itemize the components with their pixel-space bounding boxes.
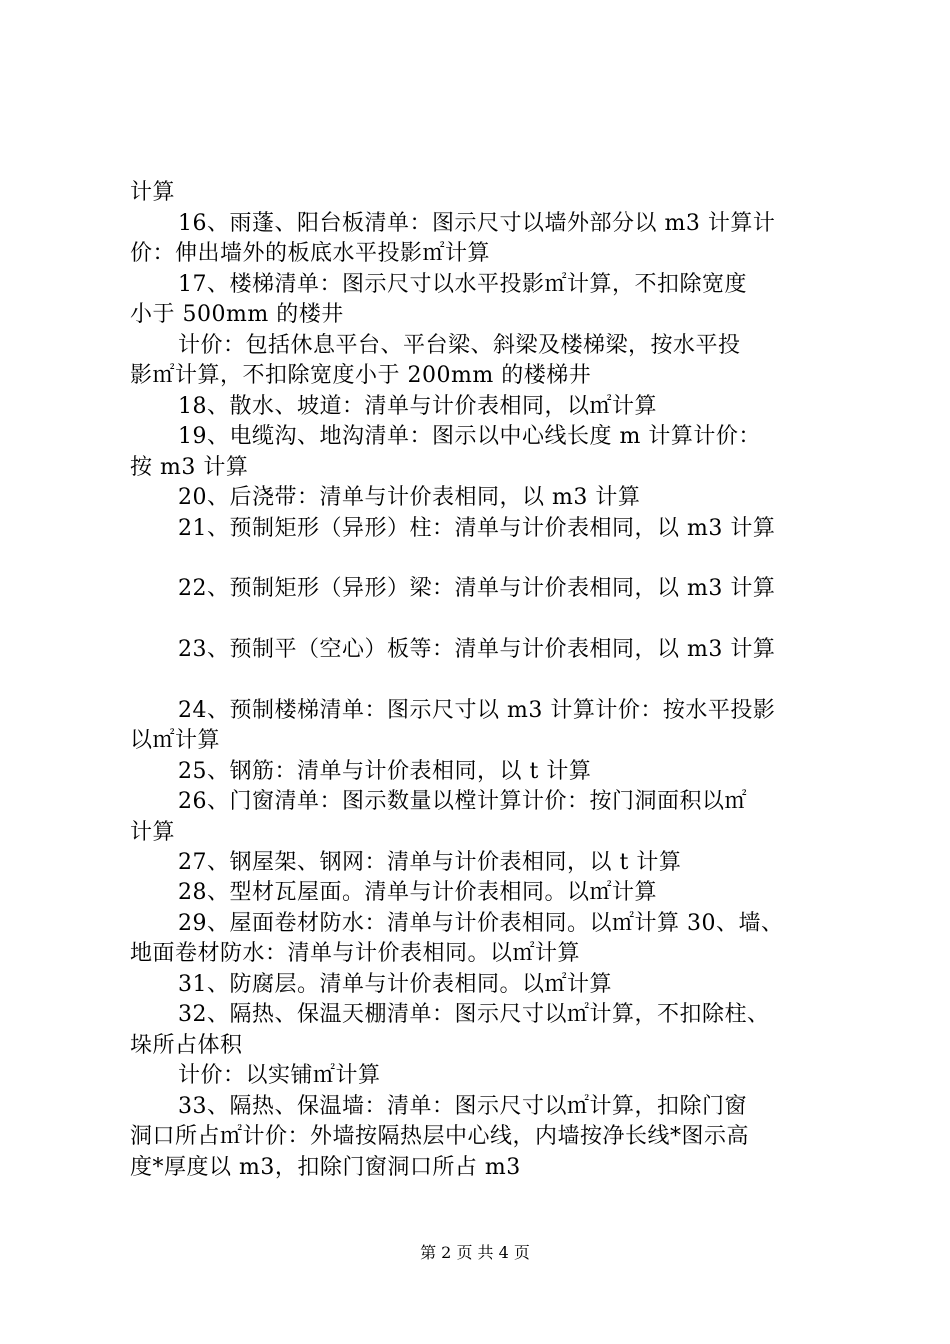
text-line: 影㎡计算，不扣除宽度小于 200mm 的楼梯井	[130, 363, 592, 388]
text-line: 23、预制平（空心）板等：清单与计价表相同，以 m3 计算	[178, 637, 776, 662]
text-line: 17、楼梯清单：图示尺寸以水平投影㎡计算，不扣除宽度	[178, 272, 747, 297]
text-line: 地面卷材防水：清单与计价表相同。以㎡计算	[130, 941, 581, 966]
text-line: 计算	[130, 180, 176, 205]
text-line: 28、型材瓦屋面。清单与计价表相同。以㎡计算	[178, 880, 657, 905]
text-line: 计价：以实铺㎡计算	[178, 1063, 381, 1088]
text-line: 27、钢屋架、钢网：清单与计价表相同，以 t 计算	[178, 850, 682, 875]
text-line: 小于 500mm 的楼井	[130, 302, 344, 327]
text-line: 以㎡计算	[130, 728, 221, 753]
text-line: 25、钢筋：清单与计价表相同，以 t 计算	[178, 759, 592, 784]
text-line: 21、预制矩形（异形）柱：清单与计价表相同，以 m3 计算	[178, 516, 776, 541]
text-line: 19、电缆沟、地沟清单：图示以中心线长度 m 计算计价：	[178, 424, 761, 449]
text-line: 16、雨蓬、阳台板清单：图示尺寸以墙外部分以 m3 计算计	[178, 211, 776, 236]
text-line: 31、防腐层。清单与计价表相同。以㎡计算	[178, 972, 612, 997]
text-line: 24、预制楼梯清单：图示尺寸以 m3 计算计价：按水平投影	[178, 698, 776, 723]
text-line: 20、后浇带：清单与计价表相同，以 m3 计算	[178, 485, 641, 510]
text-line: 32、隔热、保温天棚清单：图示尺寸以㎡计算，不扣除柱、	[178, 1002, 770, 1027]
text-line: 26、门窗清单：图示数量以樘计算计价：按门洞面积以㎡	[178, 789, 747, 814]
text-line: 度*厚度以 m3，扣除门窗洞口所占 m3	[130, 1155, 521, 1180]
text-line: 29、屋面卷材防水：清单与计价表相同。以㎡计算 30、墙、	[178, 911, 784, 936]
text-line: 18、散水、坡道：清单与计价表相同，以㎡计算	[178, 394, 657, 419]
text-line: 计算	[130, 820, 176, 845]
text-line: 垛所占体积	[130, 1033, 243, 1058]
text-line: 22、预制矩形（异形）梁：清单与计价表相同，以 m3 计算	[178, 576, 776, 601]
text-line: 计价：包括休息平台、平台梁、斜梁及楼梯梁，按水平投	[178, 333, 741, 358]
text-line: 价：伸出墙外的板底水平投影㎡计算	[130, 241, 491, 266]
text-line: 洞口所占㎡计价：外墙按隔热层中心线，内墙按净长线*图示高	[130, 1124, 750, 1149]
text-line: 按 m3 计算	[130, 455, 249, 480]
text-line: 33、隔热、保温墙：清单：图示尺寸以㎡计算，扣除门窗	[178, 1094, 747, 1119]
page-footer: 第 2 页 共 4 页	[420, 1243, 530, 1262]
